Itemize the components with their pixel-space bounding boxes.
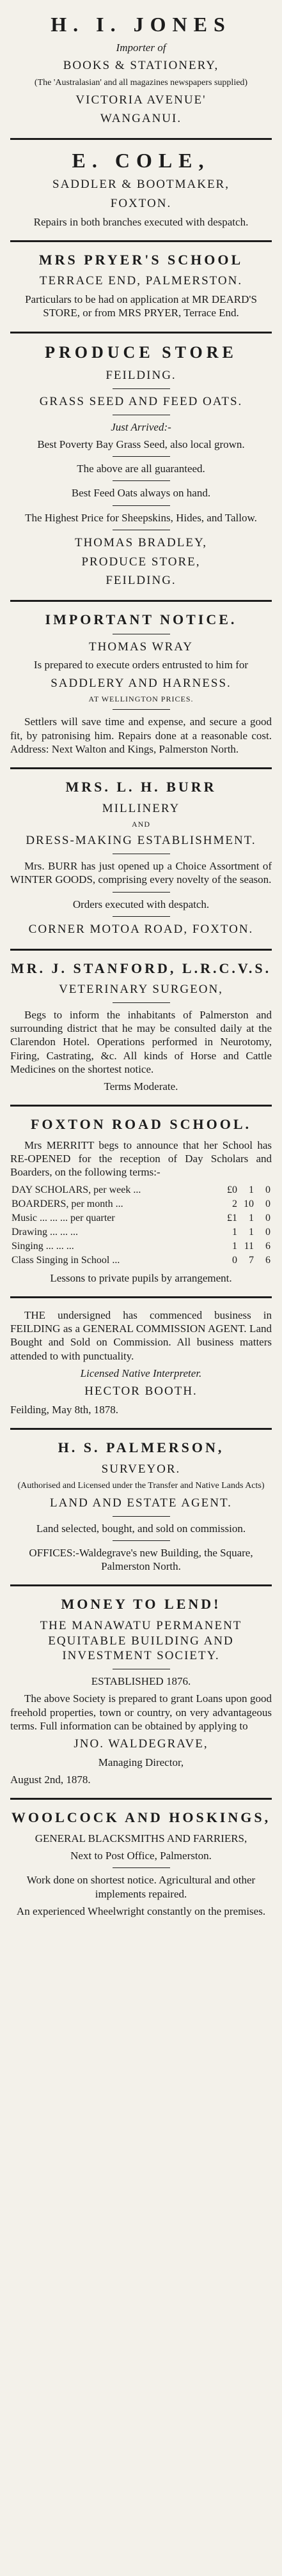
- ad-stanford-name: MR. J. STANFORD, L.R.C.V.S.: [10, 960, 272, 976]
- ad-jones-line3: (The 'Australasian' and all magazines newspapers supplied): [34, 78, 248, 88]
- ad-produce-line3: Just Arrived:-: [111, 420, 171, 433]
- ad-foxton-school-name: FOXTON ROAD SCHOOL.: [30, 1116, 252, 1133]
- ad-woolcock-name: WOOLCOCK AND HOSKINGS,: [11, 1809, 271, 1826]
- ad-palmerson-line2: (Authorised and Licensed under the Transfer and Native Lands Acts): [17, 1481, 265, 1491]
- ad-foxton-school-line1: Mrs MERRITT begs to announce that her School has RE-OPENED for the reception of Day Scholars and Boarders, on the following terms:-: [10, 1138, 272, 1179]
- ad-booth-line2: Licensed Native Interpreter.: [80, 1367, 202, 1379]
- rate-pence: 0: [265, 1198, 270, 1209]
- rate-pence: 0: [265, 1212, 270, 1223]
- ad-wray-line2: Is prepared to execute orders entrusted to him for: [33, 659, 249, 671]
- ad-stanford-line1: VETERINARY SURGEON,: [59, 983, 223, 996]
- table-row: [10, 1239, 272, 1254]
- rate-pounds: 1: [232, 1240, 237, 1252]
- ad-money-line2: ESTABLISHED 1876.: [91, 1675, 191, 1687]
- table-row: [10, 1211, 272, 1225]
- rate-pounds: 2: [232, 1198, 237, 1209]
- ad-cole: [10, 140, 272, 242]
- ad-jones-line1: Importer of: [116, 42, 166, 54]
- ad-produce: [10, 334, 272, 602]
- rate-label: DAY SCHOLARS, per week ...: [12, 1184, 141, 1195]
- ad-palmerson-line1: SURVEYOR.: [101, 1462, 181, 1476]
- ad-palmerson-line5: OFFICES:-Waldegrave's new Building, the Square, Palmerston North.: [29, 1546, 253, 1572]
- ad-produce-line4: Best Poverty Bay Grass Seed, also local grown.: [37, 438, 245, 450]
- ad-burr-line3: DRESS-MAKING ESTABLISHMENT.: [26, 834, 256, 848]
- ad-cole-line1: SADDLER & BOOTMAKER,: [52, 178, 230, 191]
- ad-woolcock-line2: Next to Post Office, Palmerston.: [70, 1850, 212, 1862]
- rate-pounds: 1: [232, 1226, 237, 1238]
- ad-jones-name: H. I. JONES: [51, 13, 231, 36]
- ad-burr-line4: Mrs. BURR has just opened up a Choice Assortment of WINTER GOODS, comprising every novelty of the season.: [10, 860, 272, 886]
- ad-produce-line1: FEILDING.: [106, 369, 176, 382]
- ad-booth-line1: THE undersigned has commenced business in FEILDING as a GENERAL COMMISSION AGENT. Land Bought and Sold on Commission. All business matters attended to with punctuality.: [10, 1308, 272, 1362]
- ad-money-line1: THE MANAWATU PERMANENT EQUITABLE BUILDING AND INVESTMENT SOCIETY.: [40, 1618, 242, 1663]
- rate-label: Music ... ... ... per quarter: [12, 1212, 115, 1223]
- rate-pence: 6: [265, 1254, 270, 1266]
- divider: [113, 480, 170, 481]
- ad-money-line6: August 2nd, 1878.: [10, 1774, 91, 1786]
- ad-foxton-school: [10, 1107, 272, 1298]
- rate-shillings: 7: [249, 1254, 254, 1266]
- ad-produce-line2: GRASS SEED AND FEED OATS.: [39, 394, 243, 408]
- ad-wray: [10, 602, 272, 769]
- ad-cole-name: E. COLE,: [72, 149, 210, 172]
- rate-label: Class Singing in School ...: [12, 1254, 120, 1266]
- rate-shillings: 1: [249, 1184, 254, 1195]
- divider: [113, 892, 170, 893]
- ad-pryer-line1: TERRACE END, PALMERSTON.: [39, 274, 243, 288]
- ad-produce-line7: The Highest Price for Sheepskins, Hides, and Tallow.: [25, 511, 257, 524]
- ad-money-line3: The above Society is prepared to grant Loans upon good freehold properties, town or country, on very advantageous terms. Full information can be obtained by applying to: [10, 1692, 272, 1732]
- ad-money: [10, 1586, 272, 1800]
- rate-label: Singing ... ... ...: [12, 1240, 74, 1252]
- rate-shillings: 1: [249, 1226, 254, 1238]
- table-row: [10, 1197, 272, 1211]
- ad-money-name: MONEY TO LEND!: [61, 1596, 221, 1613]
- ad-burr-line1: MILLINERY: [102, 801, 180, 815]
- ad-wray-line4: AT WELLINGTON PRICES.: [88, 694, 194, 704]
- ad-produce-line6: Best Feed Oats always on hand.: [71, 487, 211, 500]
- divider: [113, 456, 170, 457]
- ad-booth: [10, 1298, 272, 1430]
- rate-pounds: £1: [227, 1212, 237, 1223]
- rate-label: Drawing ... ... ...: [12, 1226, 78, 1238]
- ad-jones-line5: WANGANUI.: [100, 112, 182, 126]
- ad-jones-line4: VICTORIA AVENUE': [75, 93, 207, 107]
- ad-burr-line6: CORNER MOTOA ROAD, FOXTON.: [28, 922, 254, 936]
- rate-shillings: 10: [244, 1198, 254, 1209]
- table-row: [10, 1225, 272, 1239]
- ad-burr-line2: AND: [132, 820, 150, 829]
- divider: [113, 1002, 170, 1003]
- ad-woolcock: [10, 1800, 272, 1929]
- ad-woolcock-line1: GENERAL BLACKSMITHS AND FARRIERS,: [35, 1832, 247, 1844]
- ad-produce-line9: PRODUCE STORE,: [81, 555, 201, 569]
- ad-produce-line5: The above are all guaranteed.: [77, 463, 205, 475]
- table-row: [10, 1254, 272, 1268]
- ad-cole-line2: FOXTON.: [110, 196, 172, 210]
- ad-burr-line5: Orders executed with despatch.: [72, 898, 210, 910]
- ad-woolcock-line3: Work done on shortest notice. Agricultural and other implements repaired.: [26, 1874, 256, 1900]
- ad-pryer-line2: Particulars to be had on application at MR DEARD'S STORE, or from MRS PRYER, Terrace End.: [25, 293, 257, 319]
- ad-burr-name: MRS. L. H. BURR: [65, 779, 217, 795]
- rate-shillings: 1: [249, 1212, 254, 1223]
- rate-pounds: £0: [227, 1184, 237, 1195]
- divider: [113, 388, 170, 389]
- ad-produce-line8: THOMAS BRADLEY,: [74, 535, 207, 549]
- ad-booth-line4: Feilding, May 8th, 1878.: [10, 1403, 119, 1416]
- ad-produce-name: PRODUCE STORE: [45, 342, 237, 362]
- ad-wray-name: IMPORTANT NOTICE.: [45, 611, 237, 627]
- divider: [113, 916, 170, 917]
- ad-woolcock-line4: An experienced Wheelwright constantly on the premises.: [16, 1905, 266, 1917]
- ad-wray-line5: Settlers will save time and expense, and secure a good fit, by patronising him. Repairs done at a reasonable cost. Address: Next Walton and Kings, Palmerston North.: [10, 716, 272, 755]
- divider: [113, 1867, 170, 1868]
- rate-pence: 6: [265, 1240, 270, 1252]
- rate-shillings: 11: [244, 1240, 254, 1252]
- divider: [113, 1540, 170, 1541]
- ad-pryer: [10, 242, 272, 334]
- rate-label: BOARDERS, per month ...: [12, 1198, 123, 1209]
- rate-pence: 0: [265, 1226, 270, 1238]
- ad-palmerson-name: H. S. PALMERSON,: [58, 1439, 224, 1455]
- table-row: [10, 1183, 272, 1197]
- ad-wray-line3: SADDLERY AND HARNESS.: [51, 676, 231, 690]
- ad-stanford: [10, 951, 272, 1107]
- ad-burr: [10, 769, 272, 951]
- ad-jones-line2: BOOKS & STATIONERY,: [63, 59, 219, 73]
- ad-foxton-school-line2: Lessons to private pupils by arrangement.: [50, 1271, 232, 1284]
- rate-pounds: 0: [232, 1254, 237, 1266]
- ad-cole-line3: Repairs in both branches executed with despatch.: [33, 215, 249, 228]
- divider: [113, 505, 170, 506]
- ad-palmerson-line3: LAND AND ESTATE AGENT.: [50, 1496, 232, 1510]
- ad-booth-line3: HECTOR BOOTH.: [84, 1384, 198, 1398]
- ad-palmerson-line4: Land selected, bought, and sold on commission.: [36, 1522, 246, 1535]
- ad-palmerson: [10, 1430, 272, 1586]
- ad-money-line4: JNO. WALDEGRAVE,: [74, 1737, 208, 1751]
- rate-pence: 0: [265, 1184, 270, 1195]
- ad-money-line5: Managing Director,: [98, 1756, 184, 1768]
- ad-jones: [10, 4, 272, 140]
- ad-stanford-line2: Begs to inform the inhabitants of Palmerston and surrounding district that he may be consulted daily at the Clarendon Hotel. Operations performed in Neurotomy, Firing, Castrating, &c. All kinds of Horse and Cattle Medicines on the shortest notice.: [10, 1008, 272, 1075]
- ad-wray-line1: THOMAS WRAY: [89, 640, 193, 654]
- ad-stanford-line3: Terms Moderate.: [104, 1080, 178, 1092]
- divider: [113, 709, 170, 710]
- ad-produce-line10: FEILDING.: [106, 574, 176, 588]
- divider: [113, 1516, 170, 1517]
- ad-pryer-name: MRS PRYER'S SCHOOL: [38, 251, 244, 268]
- rates-table: [10, 1183, 272, 1268]
